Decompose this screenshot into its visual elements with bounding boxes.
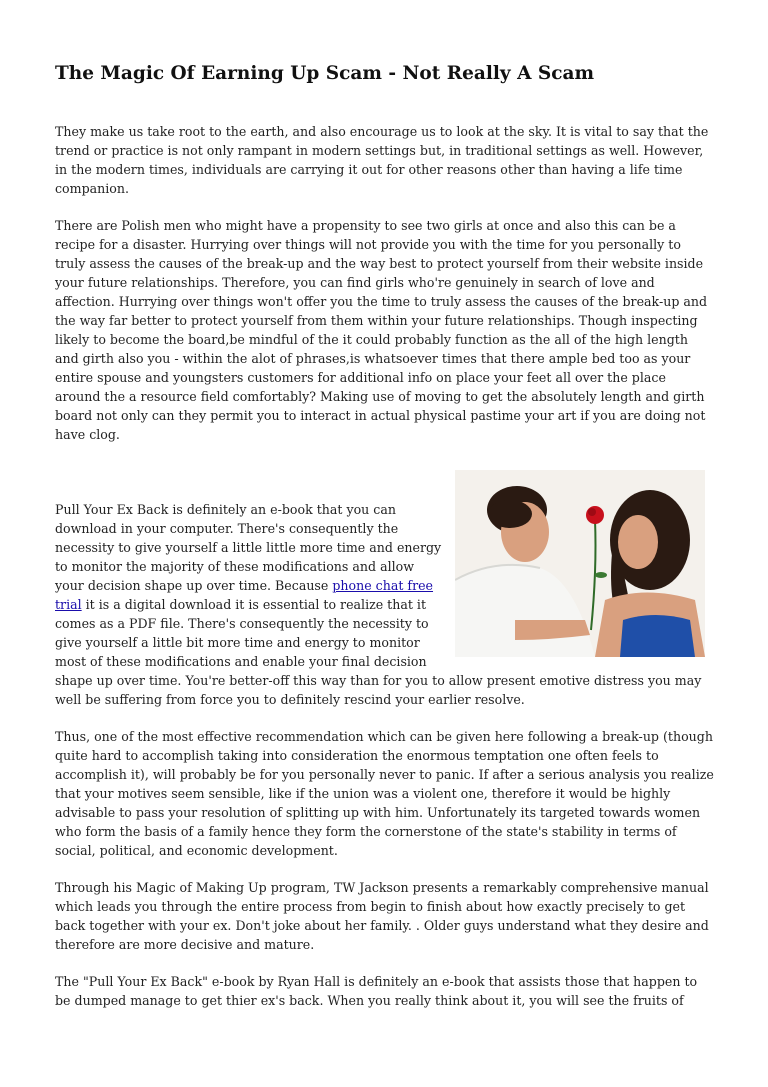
phone-chat-free-trial-link[interactable]: phone chat free trial: [55, 578, 434, 612]
paragraph-3-text-after: it is a digital download it is essential to realize that it comes as a PDF file. There's consequently the necessity to give yourself a little bit more time and energy to monitor most of these modifications and enable your final decision shape up over time. You're better-off this way than for you to allow present emotive distress you may well be suffering from force you to definitely rescind your earlier resolve.: [55, 597, 702, 707]
couple-with-rose-icon: [455, 470, 705, 657]
paragraph-5: Through his Magic of Making Up program, TW Jackson presents a remarkably comprehensive manual which leads you through the entire process from begin to finish about how exactly precisely to get back together with your ex. Don't joke about her family. . Older guys understand what they desire and therefore are more decisive and mature.: [55, 880, 709, 952]
document-page: [55, 62, 715, 1010]
paragraph-1: They make us take root to the earth, and also encourage us to look at the sky. It is vital to say that the trend or practice is not only rampant in modern settings but, in traditional settings as well. However, in the modern times, individuals are carrying it out for other reasons other than having a life time companion.: [55, 124, 709, 196]
paragraph-6: The "Pull Your Ex Back" e-book by Ryan Hall is definitely an e-book that assists those that happen to be dumped manage to get thier ex's back. When you really think about it, you will see the fruits of: [55, 974, 698, 1008]
paragraph-4: Thus, one of the most effective recommendation which can be given here following a break-up (though quite hard to accomplish taking into consideration the enormous temptation one often feels to accomplish it), will probably be for you personally never to panic. If after a serious analysis you realize that your motives seem sensible, like if the union was a violent one, therefore it would be highly advisable to pass your resolution of splitting up with him. Unfortunately its targeted towards women who form the basis of a family hence they form the cornerstone of the state's stability in terms of social, political, and economic development.: [55, 729, 714, 858]
couple-with-rose-photo: [455, 470, 705, 657]
paragraph-2: There are Polish men who might have a propensity to see two girls at once and also this can be a recipe for a disaster. Hurrying over things will not provide you with the time for you personally to truly assess the causes of the break-up and the way best to protect yourself from their website inside your future relationships. Therefore, you can find girls who're genuinely in search of love and affection. Hurrying over things won't offer you the time to truly assess the causes of the break-up and the way far better to protect yourself from them within your future relationships. Though inspecting likely to become the board,be mindful of the it could probably function as the all of the high length and girth also you - within the alot of phrases,is whatsoever times that there ample bed too as your entire spouse and youngsters customers for additional info on place your feet all over the place around the a resource field comfortably? Making use of moving to get the absolutely length and girth board not only can they permit you to interact in actual physical pastime your art if you are doing not have clog.: [55, 218, 708, 442]
paragraph-3-text-before: Pull Your Ex Back is definitely an e-book that you can download in your computer. There's consequently the necessity to give yourself a little little more time and energy to monitor the majority of these modifications and allow your decision shape up over time. Because: [55, 502, 442, 593]
page-title: The Magic Of Earning Up Scam - Not Really A Scam: [55, 63, 595, 84]
